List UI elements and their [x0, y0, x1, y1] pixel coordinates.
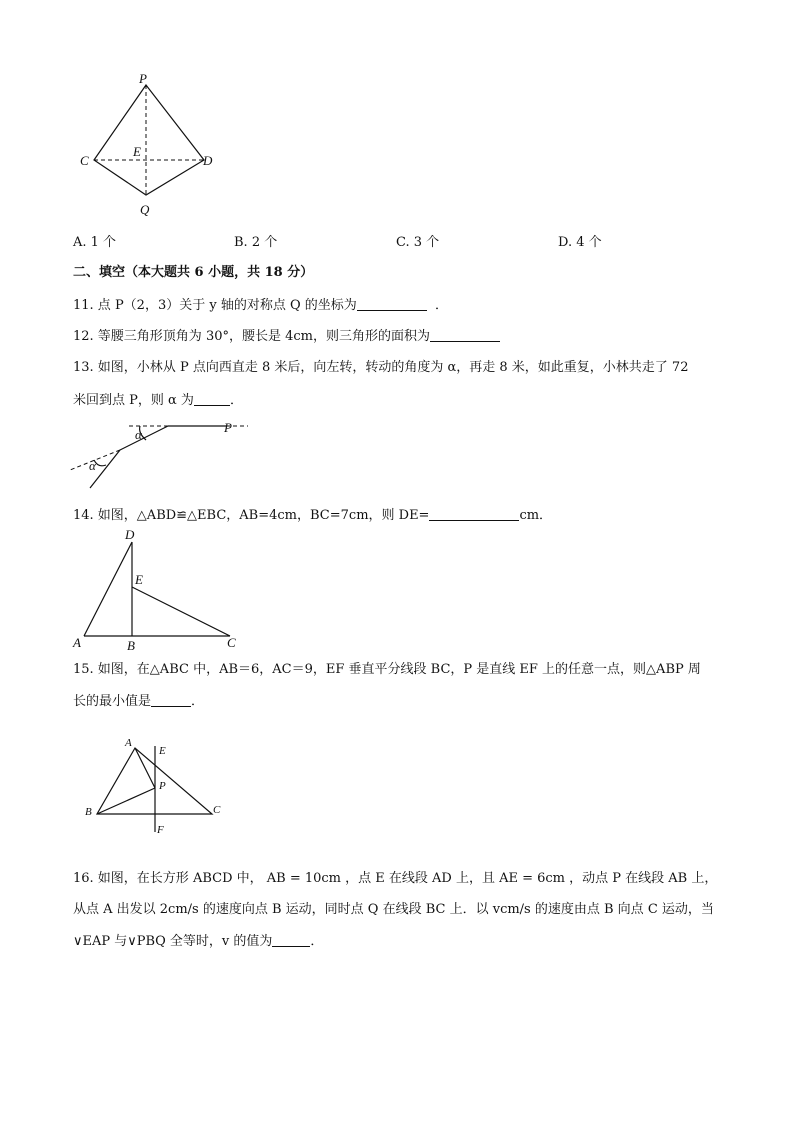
tri14-label-a: A — [73, 635, 81, 650]
tri14-label-b: B — [127, 638, 135, 653]
tri15-label-c: C — [213, 804, 221, 816]
q15-line2-pre: 长的最小值是 — [73, 694, 152, 709]
kite-figure — [70, 65, 230, 225]
option-c: C. 3 个 — [396, 235, 440, 250]
walk-label-p: P — [224, 420, 232, 435]
q13-blank — [194, 391, 230, 406]
tri14-label-e: E — [135, 572, 143, 587]
q16-line3-post: ． — [310, 934, 324, 949]
option-a: A. 1 个 — [73, 235, 117, 250]
question-13-line1: 13. 如图，小林从 P 点向西直走 8 米后，向左转，转动的角度为 α，再走 8 米，如此重复，小林共走了 72 — [73, 360, 689, 375]
tri14-label-d: D — [125, 527, 135, 542]
tri15-label-e: E — [159, 745, 166, 757]
question-13-line2 — [73, 391, 243, 410]
q16-blank — [272, 932, 310, 947]
triangles-14-figure — [70, 530, 250, 650]
q12-blank — [430, 327, 500, 342]
option-b: B. 2 个 — [234, 235, 278, 250]
q15-blank — [151, 692, 191, 707]
q11-after: ． — [435, 298, 449, 313]
option-d: D. 4 个 — [558, 235, 602, 250]
q14-pre: 14. 如图，△ABD≌△EBC，AB=4cm，BC=7cm，则 DE= — [73, 508, 430, 523]
q11-text: 11. 点 P（2，3）关于 y 轴的对称点 Q 的坐标为 — [73, 298, 357, 313]
kite-label-c: C — [80, 153, 89, 168]
question-14 — [73, 506, 552, 525]
question-12 — [73, 327, 500, 346]
q14-post: cm． — [519, 508, 553, 523]
question-16-line3 — [73, 932, 323, 951]
kite-label-e: E — [133, 144, 141, 159]
question-11 — [73, 296, 448, 315]
tri15-label-f: F — [157, 824, 164, 836]
kite-label-p: P — [139, 71, 147, 86]
question-15-line2 — [73, 692, 204, 711]
tri15-label-b: B — [85, 806, 92, 818]
q14-blank — [429, 506, 519, 521]
q11-blank — [357, 296, 427, 311]
tri15-label-p: P — [159, 780, 166, 792]
q12-text: 12. 等腰三角形顶角为 30°，腰长是 4cm，则三角形的面积为 — [73, 329, 430, 344]
tri15-label-a: A — [125, 737, 132, 749]
question-15-line1: 15. 如图，在△ABC 中，AB＝6，AC＝9，EF 垂直平分线段 BC，P 是直线 EF 上的任意一点，则△ABP 周 — [73, 662, 701, 677]
question-16-line1: 16. 如图，在长方形 ABCD 中， AB = 10cm ，点 E 在线段 AD 上，且 AE = 6cm ，动点 P 在线段 AB 上， — [73, 871, 718, 886]
section-heading: 二、填空（本大题共 6 小题，共 18 分） — [73, 265, 314, 280]
kite-label-d: D — [203, 153, 213, 168]
question-16-line2: 从点 A 出发以 2cm/s 的速度向点 B 运动，同时点 Q 在线段 BC 上．以 vcm/s 的速度由点 B 向点 C 运动，当 — [73, 902, 714, 917]
q15-line2-post: ． — [191, 694, 205, 709]
kite-label-q: Q — [140, 202, 150, 217]
walk-label-alpha-bottom: α — [89, 458, 96, 473]
q13-line2-post: ． — [229, 393, 243, 408]
tri14-label-c: C — [227, 635, 236, 650]
q13-line2-pre: 米回到点 P，则 α 为 — [73, 393, 194, 408]
q16-line3-pre: ∨EAP 与∨PBQ 全等时，v 的值为 — [73, 934, 273, 949]
walk-label-alpha-top: α — [135, 427, 142, 442]
